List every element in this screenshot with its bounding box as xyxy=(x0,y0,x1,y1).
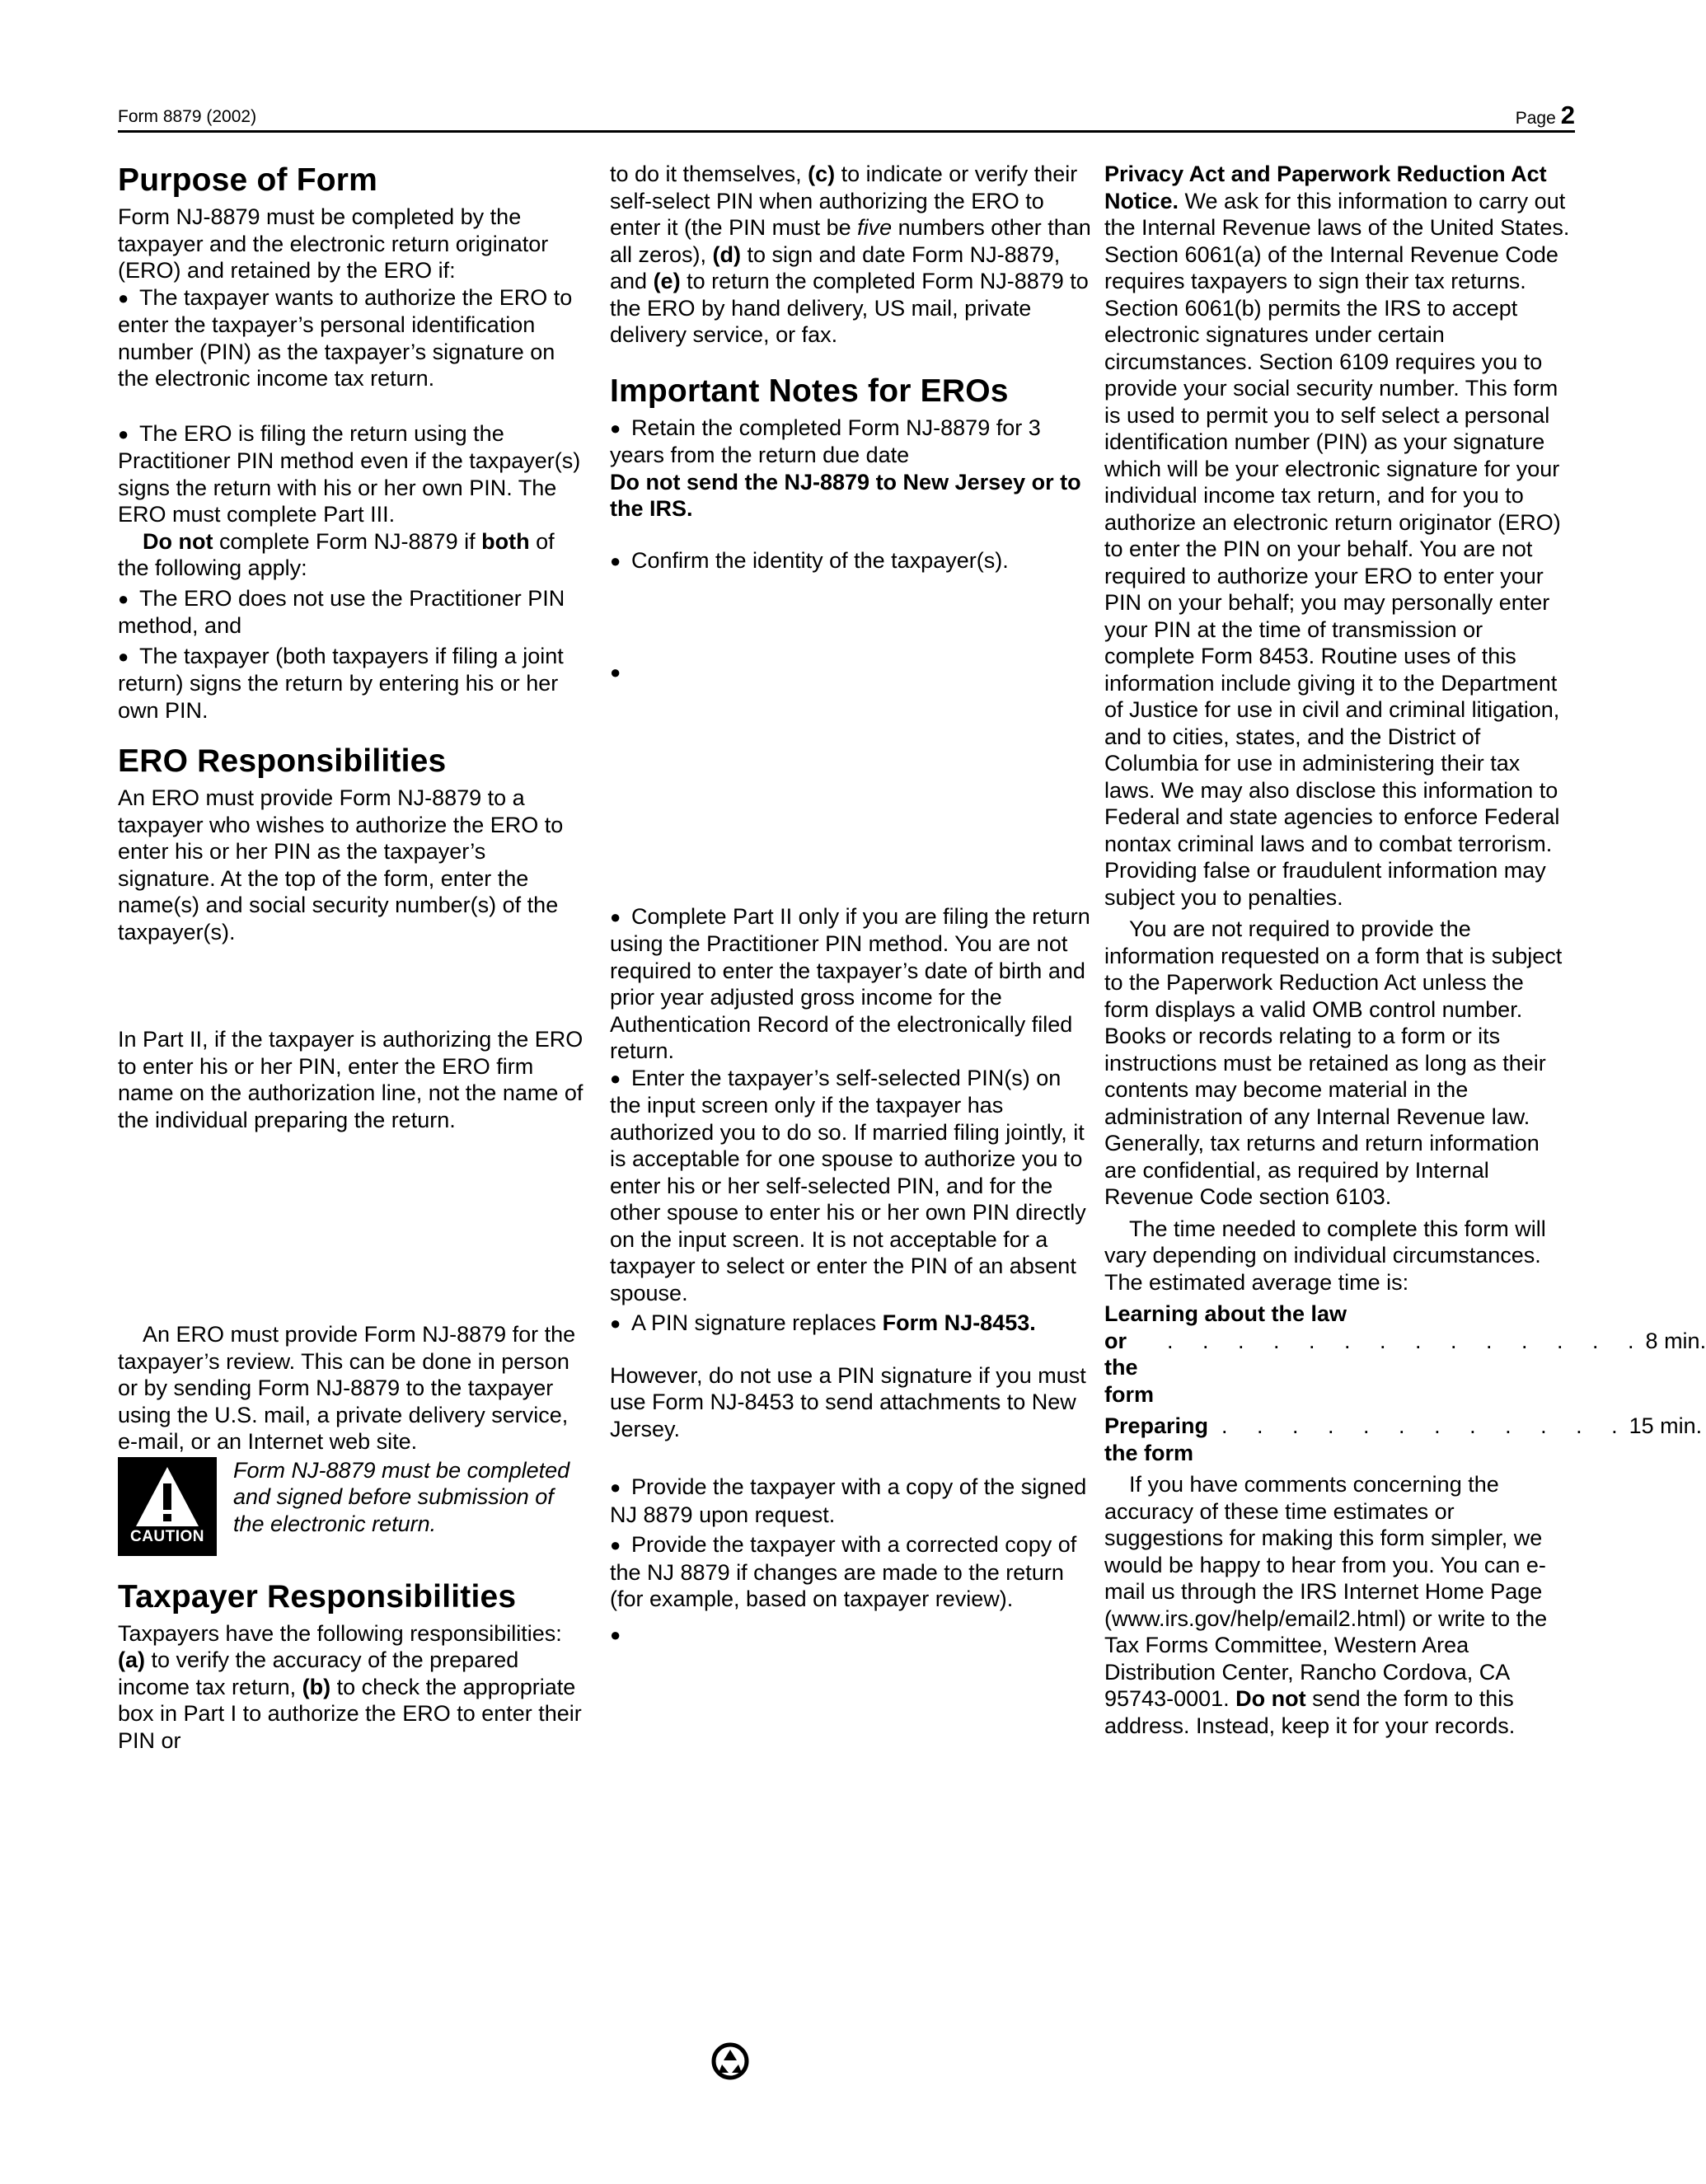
note-text: Complete Part II only if you are filing the return using the Practitioner PIN method. You are not required to enter the taxpayer’s date of birth and prior year adjusted gross income for the Authentication Record of the electronically filed return. xyxy=(610,903,1090,1063)
taxpayer-continued xyxy=(610,161,1094,349)
privacy-paragraph xyxy=(1104,161,1574,911)
bullet-dot-icon: ● xyxy=(610,1313,621,1333)
learning-label-1: Learning about the law xyxy=(1104,1301,1347,1326)
note-1 xyxy=(610,415,1094,469)
tp-text: to check the appropriate box in Part I to authorize the ERO to enter their PIN or xyxy=(118,1674,582,1753)
do-not-paragraph xyxy=(118,528,588,582)
bullet-dot-icon: ● xyxy=(118,287,129,308)
purpose-intro: Form NJ-8879 must be completed by the taxpayer and the electronic return originator (ERO) and retained by the ERO if: xyxy=(118,204,549,283)
omb-paragraph: You are not required to provide the information requested on a form that is subject to the Paperwork Reduction Act unless the form displays a valid OMB control number. Books or records relating to a form or its instructions must be retained as long as their contents may become material in the administration of any Internal Revenue law. Generally, tax returns and return information are confidential, as required by Internal Revenue Code section 6103. xyxy=(1104,916,1563,1209)
cont-text: to sign and date Form NJ-8879, and xyxy=(610,241,1061,293)
caution-icon xyxy=(118,1457,217,1556)
purpose-bullet-4 xyxy=(118,643,588,724)
both-bold: both xyxy=(481,528,530,554)
ero-heading: ERO Responsibilities xyxy=(118,743,447,779)
bullet-text: The ERO does not use the Practitioner PIN method, and xyxy=(118,585,565,638)
ero-paragraph-1: An ERO must provide Form NJ-8879 to a taxpayer who wishes to authorize the ERO to enter his or her PIN as the taxpayer’s signature. At the top of the form, enter the name(s) and social security number(s) of the taxpayer(s). xyxy=(118,785,564,944)
column-middle xyxy=(610,161,1094,1648)
cont-text: to return the completed Form NJ-8879 to the ERO by hand delivery, US mail, private delivery service, or fax. xyxy=(610,269,1089,347)
tp-text: to verify the accuracy of the prepared income tax return, xyxy=(118,1647,519,1699)
taxpayer-paragraph xyxy=(118,1620,588,1755)
learning-value: 8 min. xyxy=(1645,1328,1706,1353)
preparing-value: 15 min. xyxy=(1629,1413,1703,1438)
purpose-bullet-3 xyxy=(118,585,588,640)
caution-text: Form NJ-8879 must be completed and signed before submission of the electronic return. xyxy=(233,1457,570,1536)
purpose-heading: Purpose of Form xyxy=(118,162,378,198)
warning-triangle-icon xyxy=(134,1464,200,1530)
learning-row xyxy=(1104,1328,1706,1408)
note-4 xyxy=(610,903,1094,1065)
note-3-empty xyxy=(610,658,1094,687)
cont-five: five xyxy=(857,215,893,240)
note-text: Retain the completed Form NJ-8879 for 3 years from the return due date xyxy=(610,415,1041,467)
cont-text: to do it themselves, xyxy=(610,162,808,186)
caution-label: CAUTION xyxy=(129,1528,205,1545)
cont-e: (e) xyxy=(653,269,681,293)
cont-text: to indicate or verify their self-select PIN when authorizing the ERO to enter it (the PIN must be xyxy=(610,162,1078,240)
comments-bold: Do not xyxy=(1235,1686,1306,1711)
bullet-dot-icon: ● xyxy=(610,1477,621,1497)
bullet-dot-icon: ● xyxy=(118,423,129,444)
header-rule xyxy=(118,130,1575,133)
ero-paragraph-3: An ERO must provide Form NJ-8879 for the taxpayer’s review. This can be done in person or by sending Form NJ-8879 to the taxpayer using the U.S. mail, a private delivery service, e-mail, or an Internet web site. xyxy=(118,1322,576,1454)
cont-text: numbers other than all zeros), xyxy=(610,215,1091,267)
do-not-bold: Do not xyxy=(143,528,213,554)
purpose-bullet-1 xyxy=(118,284,588,392)
comments-text: If you have comments concerning the accuracy of these time estimates or suggestions for making this form simpler, we would be happy to hear from you. You can e-mail us through the IRS Internet Home Page (www.irs.gov/help/email2.html) or write to the Tax Forms Committee, Western Area Distribution Center, Rancho Cordova, CA 95743-0001. xyxy=(1104,1472,1548,1711)
bullet-text: The taxpayer (both taxpayers if filing a joint return) signs the return by entering his or her own PIN. xyxy=(118,643,564,723)
privacy-heading: Privacy Act and Paperwork Reduction Act Notice. xyxy=(1104,162,1547,213)
tp-a: (a) xyxy=(118,1647,145,1672)
time-paragraph: The time needed to complete this form will vary depending on individual circumstances. The estimated average time is: xyxy=(1104,1216,1546,1295)
recycle-icon xyxy=(711,2042,749,2080)
note-text: Confirm the identity of the taxpayer(s). xyxy=(631,547,1009,573)
comments-text: send the form to this address. Instead, keep it for your records. xyxy=(1104,1686,1516,1738)
note-1-bold: Do not send the NJ-8879 to New Jersey or to the IRS. xyxy=(610,469,1081,521)
bullet-text: The taxpayer wants to authorize the ERO to enter the taxpayer’s personal identification number (PIN) as the taxpayer’s signature on the electronic income tax return. xyxy=(118,284,573,391)
form-id: Form 8879 (2002) xyxy=(118,107,257,126)
page-indicator xyxy=(1516,101,1575,130)
tp-text: Taxpayers have the following responsibilities: xyxy=(118,1620,562,1646)
column-right xyxy=(1104,161,1706,1739)
do-not-text: complete Form NJ-8879 if xyxy=(213,528,482,554)
cont-d: (d) xyxy=(712,241,742,267)
column-left xyxy=(118,161,588,1754)
tp-b: (b) xyxy=(302,1674,331,1699)
page-number: 2 xyxy=(1560,101,1575,129)
note-text: A PIN signature replaces xyxy=(631,1310,883,1335)
bullet-dot-icon: ● xyxy=(118,588,129,609)
comments-paragraph xyxy=(1104,1471,1574,1739)
privacy-text: We ask for this information to carry out the Internal Revenue laws of the United States. Section 6061(a) of the Internal Revenue Code requires taxpayers to sign their tax returns. Section 6061(b) permits the IRS to accept electronic signatures under certain circumstances. Section 6109 requires you to provide your social security number. This form is used to permit you to self select a personal identification number (PIN) as your signature which will be your electronic signature for your individual income tax return, and for you to authorize an electronic return originator (ERO) to enter the PIN on your behalf. You are not required to authorize your ERO to enter your PIN on your behalf; you may personally enter your PIN at the time of transmission or complete Form 8453. Routine uses of this information include giving it to the Department of Justice for use in civil and criminal litigation, and to cities, states, and the District of Columbia for use in administering their tax laws. We may also disclose this information to Federal and state agencies to enforce Federal nontax criminal laws and to combat terrorism. Providing false or fraudulent information may subject you to penalties. xyxy=(1104,188,1570,910)
bullet-dot-icon: ● xyxy=(610,417,621,438)
note-2 xyxy=(610,547,1094,575)
note-6-continued: However, do not use a PIN signature if you must use Form NJ-8453 to send attachments to New Jersey. xyxy=(610,1362,1086,1441)
purpose-bullet-2 xyxy=(118,420,588,528)
learning-estimate xyxy=(1104,1301,1706,1408)
bullet-dot-icon: ● xyxy=(610,906,621,927)
cont-c: (c) xyxy=(808,162,836,186)
bullet-dot-icon: ● xyxy=(118,645,129,667)
bullet-dot-icon: ● xyxy=(610,1535,621,1555)
ero-paragraph-2: In Part II, if the taxpayer is authorizing the ERO to enter his or her PIN, enter the ERO firm name on the authorization line, not the name of the individual preparing the return. xyxy=(118,1027,584,1132)
bullet-dot-icon: ● xyxy=(610,1067,621,1089)
note-text: Provide the taxpayer with a copy of the signed NJ 8879 upon request. xyxy=(610,1474,1087,1527)
leader-dots: . . . . . . . . . . . . . . xyxy=(1167,1328,1646,1353)
note-text: Provide the taxpayer with a corrected copy of the NJ 8879 if changes are made to the return (for example, based on taxpayer review). xyxy=(610,1532,1077,1611)
bullet-dot-icon: ● xyxy=(610,550,621,571)
note-text: Enter the taxpayer’s self-selected PIN(s) on the input screen only if the taxpayer has authorized you to do so. If married filing jointly, it is acceptable for one spouse to authorize you to enter his or her self-selected PIN, and for the other spouse to enter his or her own PIN directly on the input screen. It is not acceptable for a taxpayer to select or enter the PIN of an absent spouse. xyxy=(610,1065,1086,1305)
note-9-empty xyxy=(610,1621,1094,1649)
bullet-text: The ERO is filing the return using the Practitioner PIN method even if the taxpayer(s) signs the return with his or her own PIN. The ERO must complete Part III. xyxy=(118,420,581,527)
bullet-dot-icon: ● xyxy=(610,662,621,682)
learning-label-2: or the form xyxy=(1104,1328,1154,1407)
note-6 xyxy=(610,1310,1094,1338)
preparing-row xyxy=(1104,1413,1703,1466)
notes-heading: Important Notes for EROs xyxy=(610,373,1009,409)
leader-dots: . . . . . . . . . . . . xyxy=(1221,1413,1629,1438)
caution-note xyxy=(118,1457,588,1556)
bullet-dot-icon: ● xyxy=(610,1624,621,1645)
page-label: Page xyxy=(1515,109,1556,128)
note-5 xyxy=(610,1065,1094,1307)
note-6-bold: Form NJ-8453. xyxy=(882,1310,1036,1335)
note-8 xyxy=(610,1531,1094,1613)
do-not-end: of the following apply: xyxy=(118,528,555,580)
preparing-label: Preparing the form xyxy=(1104,1413,1209,1465)
note-7 xyxy=(610,1474,1094,1528)
taxpayer-heading: Taxpayer Responsibilities xyxy=(118,1578,517,1615)
